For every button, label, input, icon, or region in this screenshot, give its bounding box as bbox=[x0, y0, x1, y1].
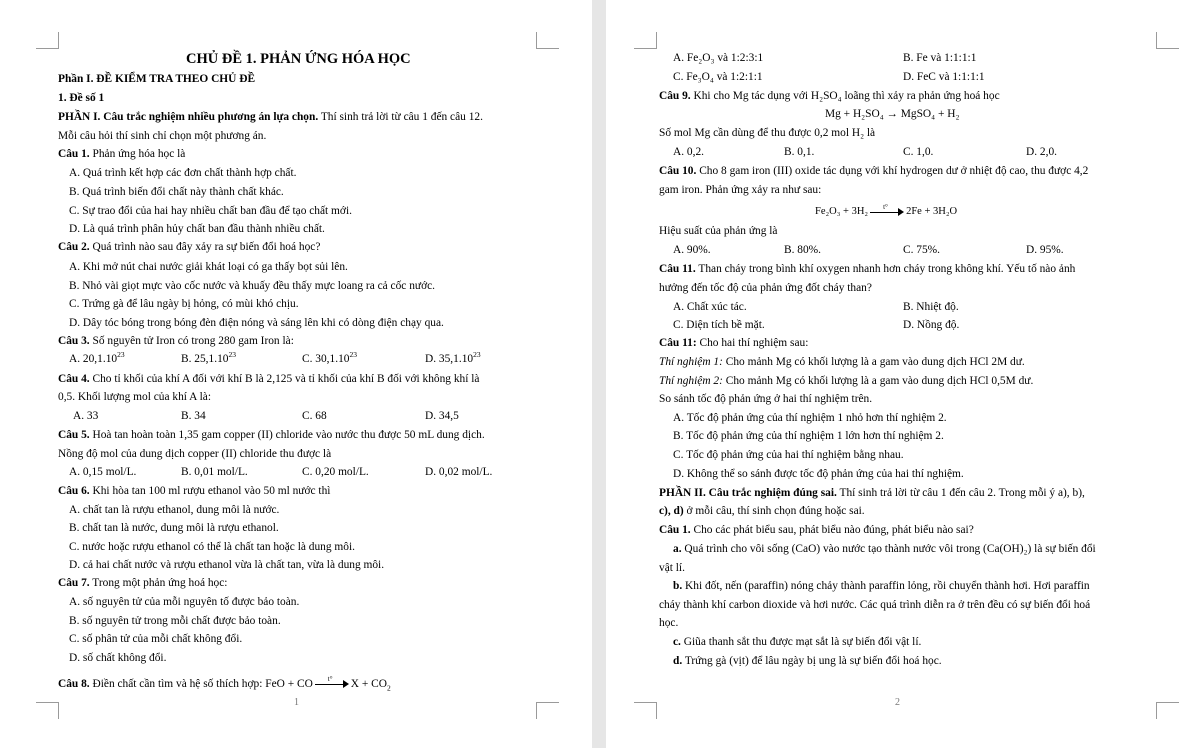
question-label: Câu 10. bbox=[659, 165, 697, 177]
option-text: C. 30,1.10 bbox=[302, 353, 350, 365]
option-b: B. Quá trình biến đổi chất này thành chất khác. bbox=[69, 186, 284, 198]
option-a: A. chất tan là rượu ethanol, dung môi là nước. bbox=[69, 504, 280, 516]
question-3 bbox=[58, 334, 294, 348]
reaction-arrow-icon bbox=[315, 675, 349, 688]
option-d: D. cả hai chất nước và rượu ethanol vừa là chất tan, vừa là dung môi. bbox=[69, 559, 385, 571]
option-b: B. Nhiệt độ. bbox=[903, 301, 959, 313]
equation bbox=[815, 202, 958, 219]
option-c: C. Diện tích bề mặt. bbox=[673, 319, 765, 331]
option-a: A. 33 bbox=[73, 410, 99, 422]
experiment-1 bbox=[659, 355, 1025, 369]
question-text: Trong một phản ứng hoá học: bbox=[89, 577, 228, 589]
question-label: Câu 1. bbox=[58, 148, 90, 160]
statement-label: a. bbox=[673, 543, 682, 555]
statement-text: Trứng gà (vịt) để lâu ngày bị ung là sự biến đổi hoá học. bbox=[682, 655, 942, 667]
option-text: D. 35,1.10 bbox=[425, 353, 474, 365]
question-text: Số nguyên tử Iron có trong 280 gam Iron là: bbox=[89, 335, 294, 347]
crop-mark bbox=[536, 32, 559, 49]
option-b: B. số nguyên tử trong mỗi chất được bảo toàn. bbox=[69, 615, 281, 627]
section-2-instruction-text: ở mỗi câu, thí sinh chọn đúng hoặc sai. bbox=[686, 505, 865, 517]
question-label: Câu 11. bbox=[659, 263, 696, 275]
question-12-ask: So sánh tốc độ phản ứng ở hai thí nghiệm trên. bbox=[659, 393, 873, 405]
section-1-intro bbox=[58, 110, 483, 124]
option-c: C. 75%. bbox=[903, 244, 941, 256]
question-4 bbox=[58, 372, 479, 386]
crop-mark bbox=[1156, 702, 1179, 719]
option-c bbox=[302, 352, 357, 366]
option-a: A. Chất xúc tác. bbox=[673, 301, 747, 313]
option-b: B. Tốc độ phản ứng của thí nghiệm 1 lớn hơn thí nghiệm 2. bbox=[673, 430, 944, 442]
section-2-options: c), d) bbox=[659, 505, 687, 517]
option-a: A. Quá trình kết hợp các đơn chất thành hợp chất. bbox=[69, 167, 297, 179]
option-c: C. 0,20 mol/L. bbox=[302, 466, 369, 478]
option-d: D. số chất không đổi. bbox=[69, 652, 167, 664]
option-b: B. Fe và 1:1:1:1 bbox=[903, 52, 977, 64]
option-c: C. số phân tử của mỗi chất không đổi. bbox=[69, 633, 243, 645]
statement-label: d. bbox=[673, 655, 683, 667]
question-text: Khi hòa tan 100 ml rượu ethanol vào 50 ml nước thì bbox=[89, 485, 331, 497]
question-11-line2: hưởng đến tốc độ của phản ứng đốt cháy than? bbox=[659, 282, 872, 294]
exponent: 23 bbox=[473, 350, 481, 360]
page-2 bbox=[606, 0, 1181, 748]
statement-b-line2: cháy thành khí carbon dioxide và hơi nước. Các quá trình diễn ra ở trên đều có sự biến đổi hoá bbox=[659, 599, 1091, 611]
exponent: 23 bbox=[349, 350, 357, 360]
statement-text: Quá trình cho vôi sống (CaO) vào nước tạo thành nước vôi trong (Ca(OH)₂) là sự biến đổi bbox=[681, 543, 1096, 555]
question-text: Khi cho Mg tác dụng với H₂SO₄ loãng thì xảy ra phản ứng hoá học bbox=[690, 90, 1000, 102]
equation: Mg + H₂SO₄ → MgSO₄ + H₂ bbox=[825, 108, 960, 120]
question-label: Câu 8. bbox=[58, 678, 90, 690]
experiment-label: Thí nghiệm 2: bbox=[659, 375, 723, 387]
option-a: A. 0,15 mol/L. bbox=[69, 466, 137, 478]
option-d: D. 0,02 mol/L. bbox=[425, 466, 493, 478]
page-number: 1 bbox=[294, 697, 299, 708]
option-c: C. Trứng gà để lâu ngày bị hỏng, có mùi khó chịu. bbox=[69, 298, 299, 310]
question-10-line2: gam iron. Phản ứng xảy ra như sau: bbox=[659, 184, 822, 196]
option-c: C. Sự trao đổi của hai hay nhiều chất ban đầu để tạo chất mới. bbox=[69, 205, 352, 217]
option-d: D. FeC và 1:1:1:1 bbox=[903, 71, 985, 83]
option-b bbox=[181, 352, 236, 366]
option-b: B. Nhỏ vài giọt mực vào cốc nước và khuấy đều thấy mực loang ra cả cốc nước. bbox=[69, 280, 436, 292]
equation-products: 2Fe + 3H₂O bbox=[906, 206, 958, 217]
option-d: D. Không thể so sánh được tốc độ phản ứng của hai thí nghiệm. bbox=[673, 468, 964, 480]
question-text: Điền chất cần tìm và hệ số thích hợp: bbox=[89, 678, 266, 690]
option-c: C. Tốc độ phản ứng của hai thí nghiệm bằng nhau. bbox=[673, 449, 904, 461]
section-2-instruction: Thí sinh trả lời từ câu 1 đến câu 2. Trong mỗi ý a), b), bbox=[836, 487, 1085, 499]
crop-mark bbox=[1156, 32, 1179, 49]
question-text: Hoà tan hoàn toàn 1,35 gam copper (II) chloride vào nước thu được 50 mL dung dịch. bbox=[89, 429, 485, 441]
crop-mark bbox=[36, 702, 59, 719]
option-c: C. Fe₃O₄ và 1:2:1:1 bbox=[673, 71, 763, 83]
option-text: B. 25,1.10 bbox=[181, 353, 229, 365]
reaction-arrow-icon bbox=[870, 202, 904, 216]
question-12 bbox=[659, 336, 808, 350]
experiment-text: Cho mảnh Mg có khối lượng là a gam vào dung dịch HCl 0,5M dư. bbox=[722, 375, 1034, 387]
option-a: A. 0,2. bbox=[673, 146, 705, 158]
question-text: Phản ứng hóa học là bbox=[89, 148, 186, 160]
option-a: A. 90%. bbox=[673, 244, 711, 256]
question-text: Than cháy trong bình khí oxygen nhanh hơn cháy trong không khí. Yếu tố nào ảnh bbox=[695, 263, 1076, 275]
question-label: Câu 6. bbox=[58, 485, 90, 497]
option-b: B. 0,01 mol/L. bbox=[181, 466, 248, 478]
question-text: Quá trình nào sau đây xảy ra sự biến đổi hoá học? bbox=[89, 241, 321, 253]
section-2-heading: PHẦN II. Câu trắc nghiệm đúng sai. bbox=[659, 487, 837, 499]
option-c: C. 1,0. bbox=[903, 146, 934, 158]
question-11 bbox=[659, 262, 1075, 276]
option-d: D. Là quá trình phân hủy chất ban đầu thành nhiều chất. bbox=[69, 223, 325, 235]
question-5-line2: Nồng độ mol của dung dịch copper (II) chloride thu được là bbox=[58, 448, 332, 460]
section-1-instruction-line2: Mỗi câu hỏi thí sinh chỉ chọn một phương án. bbox=[58, 130, 267, 142]
equation-reactants: Fe₂O₃ + 3H₂ bbox=[815, 206, 869, 217]
question-10 bbox=[659, 164, 1088, 178]
option-b: B. 34 bbox=[181, 410, 206, 422]
tf-question-1 bbox=[659, 523, 974, 537]
question-1 bbox=[58, 147, 185, 161]
statement-b-line3: học. bbox=[659, 617, 679, 629]
question-2 bbox=[58, 240, 320, 254]
question-label: Câu 3. bbox=[58, 335, 90, 347]
question-label: Câu 7. bbox=[58, 577, 90, 589]
question-8 bbox=[58, 677, 391, 691]
question-7 bbox=[58, 576, 227, 590]
section-2-instruction-line2 bbox=[659, 504, 865, 518]
crop-mark bbox=[634, 32, 657, 49]
crop-mark bbox=[36, 32, 59, 49]
statement-text: Khi đốt, nến (paraffin) nóng chảy thành paraffin lỏng, rồi chuyển thành hơi. Hơi paraffin bbox=[682, 580, 1090, 592]
option-b: B. chất tan là nước, dung môi là rượu ethanol. bbox=[69, 522, 279, 534]
temperature-label: t° bbox=[883, 202, 888, 211]
question-6 bbox=[58, 484, 330, 498]
statement-a bbox=[673, 542, 1096, 556]
option-d: D. Dây tóc bóng trong bóng đèn điện nóng và sáng lên khi có dòng điện chạy qua. bbox=[69, 317, 444, 329]
equation-reactants: FeO + CO bbox=[265, 678, 313, 690]
statement-label: b. bbox=[673, 580, 683, 592]
statement-d bbox=[673, 654, 942, 668]
question-9-ask: Số mol Mg cần dùng để thu được 0,2 mol H₂ là bbox=[659, 127, 876, 139]
question-text: Cho hai thí nghiệm sau: bbox=[696, 337, 809, 349]
part-heading: Phần I. ĐỀ KIỂM TRA THEO CHỦ ĐỀ bbox=[58, 73, 256, 85]
subscript: 2 bbox=[386, 683, 391, 693]
experiment-2 bbox=[659, 374, 1033, 388]
question-10-ask: Hiệu suất của phản ứng là bbox=[659, 225, 778, 237]
statement-text: Giũa thanh sắt thu được mạt sắt là sự biến đổi vật lí. bbox=[680, 636, 922, 648]
statement-label: c. bbox=[673, 636, 681, 648]
option-d bbox=[425, 352, 481, 366]
question-label: Câu 4. bbox=[58, 373, 90, 385]
question-text: Cho tỉ khối của khí A đối với khí B là 2,125 và tỉ khối của khí B đối với không khí là bbox=[89, 373, 480, 385]
exponent: 23 bbox=[228, 350, 236, 360]
question-text: Cho 8 gam iron (III) oxide tác dụng với khí hydrogen dư ở nhiệt độ cao, thu được 4,2 bbox=[696, 165, 1089, 177]
question-label: Câu 11: bbox=[659, 337, 697, 349]
temperature-label: t° bbox=[327, 675, 333, 684]
question-5 bbox=[58, 428, 485, 442]
option-b: B. 0,1. bbox=[784, 146, 815, 158]
statement-a-line2: vật lí. bbox=[659, 562, 685, 574]
option-a: A. Fe₂O₃ và 1:2:3:1 bbox=[673, 52, 764, 64]
crop-mark bbox=[634, 702, 657, 719]
option-a: A. Khi mở nút chai nước giải khát loại có ga thấy bọt sủi lên. bbox=[69, 261, 348, 273]
experiment-label: Thí nghiệm 1: bbox=[659, 356, 723, 368]
question-label: Câu 9. bbox=[659, 90, 691, 102]
question-text: Cho các phát biểu sau, phát biểu nào đúng, phát biểu nào sai? bbox=[690, 524, 974, 536]
option-d: D. 34,5 bbox=[425, 410, 459, 422]
statement-b bbox=[673, 579, 1090, 593]
option-a bbox=[69, 352, 125, 366]
option-d: D. 95%. bbox=[1026, 244, 1064, 256]
option-a: A. số nguyên tử của mỗi nguyên tố được bảo toàn. bbox=[69, 596, 300, 608]
page-number: 2 bbox=[895, 697, 900, 708]
option-text: A. 20,1.10 bbox=[69, 353, 118, 365]
crop-mark bbox=[536, 702, 559, 719]
question-label: Câu 5. bbox=[58, 429, 90, 441]
question-9 bbox=[659, 89, 1000, 103]
equation-products: X + CO bbox=[350, 678, 387, 690]
option-d: D. Nồng độ. bbox=[903, 319, 960, 331]
set-heading: 1. Đề số 1 bbox=[58, 92, 105, 104]
option-b: B. 80%. bbox=[784, 244, 822, 256]
option-a: A. Tốc độ phản ứng của thí nghiệm 1 nhỏ hơn thí nghiệm 2. bbox=[673, 412, 947, 424]
section-1-instruction: Thí sinh trả lời từ câu 1 đến câu 12. bbox=[318, 111, 483, 123]
question-4-line2: 0,5. Khối lượng mol của khí A là: bbox=[58, 391, 211, 403]
question-label: Câu 2. bbox=[58, 241, 90, 253]
question-label: Câu 1. bbox=[659, 524, 691, 536]
statement-c bbox=[673, 635, 921, 649]
exponent: 23 bbox=[117, 350, 125, 360]
section-1-heading: PHẦN I. Câu trắc nghiệm nhiều phương án lựa chọn. bbox=[58, 111, 319, 123]
option-c: C. 68 bbox=[302, 410, 327, 422]
option-c: C. nước hoặc rượu ethanol có thể là chất tan hoặc là dung môi. bbox=[69, 541, 355, 553]
document-title: CHỦ ĐỀ 1. PHẢN ỨNG HÓA HỌC bbox=[186, 51, 411, 67]
experiment-text: Cho mảnh Mg có khối lượng là a gam vào dung dịch HCl 2M dư. bbox=[722, 356, 1025, 368]
section-2-intro bbox=[659, 486, 1085, 500]
option-d: D. 2,0. bbox=[1026, 146, 1058, 158]
